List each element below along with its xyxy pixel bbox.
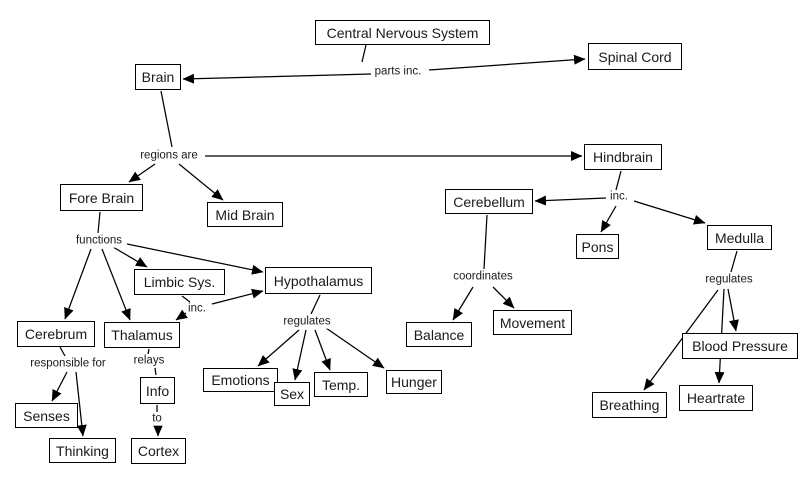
concept-senses[interactable]: Senses bbox=[15, 403, 78, 428]
concept-movement[interactable]: Movement bbox=[493, 310, 572, 335]
concept-thalamus[interactable]: Thalamus bbox=[104, 322, 180, 348]
concept-pons[interactable]: Pons bbox=[576, 234, 619, 259]
linking-phrase-responsible-for[interactable]: responsible for bbox=[30, 357, 106, 370]
concept-balance[interactable]: Balance bbox=[406, 322, 472, 347]
concept-cerebellum[interactable]: Cerebellum bbox=[445, 189, 533, 214]
concept-hunger[interactable]: Hunger bbox=[386, 370, 442, 394]
linking-phrase-parts-inc[interactable]: parts inc. bbox=[374, 65, 422, 78]
linking-phrase-inc-limbic[interactable]: inc. bbox=[188, 302, 206, 315]
concept-brain[interactable]: Brain bbox=[135, 64, 181, 90]
concept-spinal-cord[interactable]: Spinal Cord bbox=[588, 43, 682, 70]
concept-medulla[interactable]: Medulla bbox=[707, 225, 772, 250]
concept-blood-pressure[interactable]: Blood Pressure bbox=[682, 333, 798, 359]
concept-limbic-sys[interactable]: Limbic Sys. bbox=[134, 269, 225, 295]
linking-phrase-regions-are[interactable]: regions are bbox=[140, 149, 198, 162]
concept-temp[interactable]: Temp. bbox=[314, 372, 368, 397]
concept-cerebrum[interactable]: Cerebrum bbox=[17, 321, 95, 347]
concept-info[interactable]: Info bbox=[140, 377, 175, 404]
linking-phrase-regulates-medulla[interactable]: regulates bbox=[705, 273, 753, 286]
concept-hypothalamus[interactable]: Hypothalamus bbox=[265, 267, 372, 294]
concept-hindbrain[interactable]: Hindbrain bbox=[584, 144, 662, 170]
concept-thinking[interactable]: Thinking bbox=[49, 438, 116, 463]
linking-phrase-to[interactable]: to bbox=[152, 412, 162, 425]
concept-mid-brain[interactable]: Mid Brain bbox=[207, 202, 283, 227]
linking-phrase-regulates-hypothalamus[interactable]: regulates bbox=[283, 315, 331, 328]
linking-phrase-coordinates[interactable]: coordinates bbox=[453, 270, 513, 283]
linking-phrase-relays[interactable]: relays bbox=[133, 354, 165, 367]
linking-phrase-inc-hindbrain[interactable]: inc. bbox=[610, 190, 628, 203]
concept-fore-brain[interactable]: Fore Brain bbox=[60, 184, 143, 211]
concept-sex[interactable]: Sex bbox=[274, 382, 310, 406]
concept-breathing[interactable]: Breathing bbox=[592, 392, 667, 418]
linking-phrase-functions[interactable]: functions bbox=[75, 234, 123, 247]
concept-cortex[interactable]: Cortex bbox=[131, 438, 186, 464]
concept-heartrate[interactable]: Heartrate bbox=[679, 385, 753, 411]
concept-cns[interactable]: Central Nervous System bbox=[315, 20, 490, 45]
concept-emotions[interactable]: Emotions bbox=[203, 368, 278, 392]
